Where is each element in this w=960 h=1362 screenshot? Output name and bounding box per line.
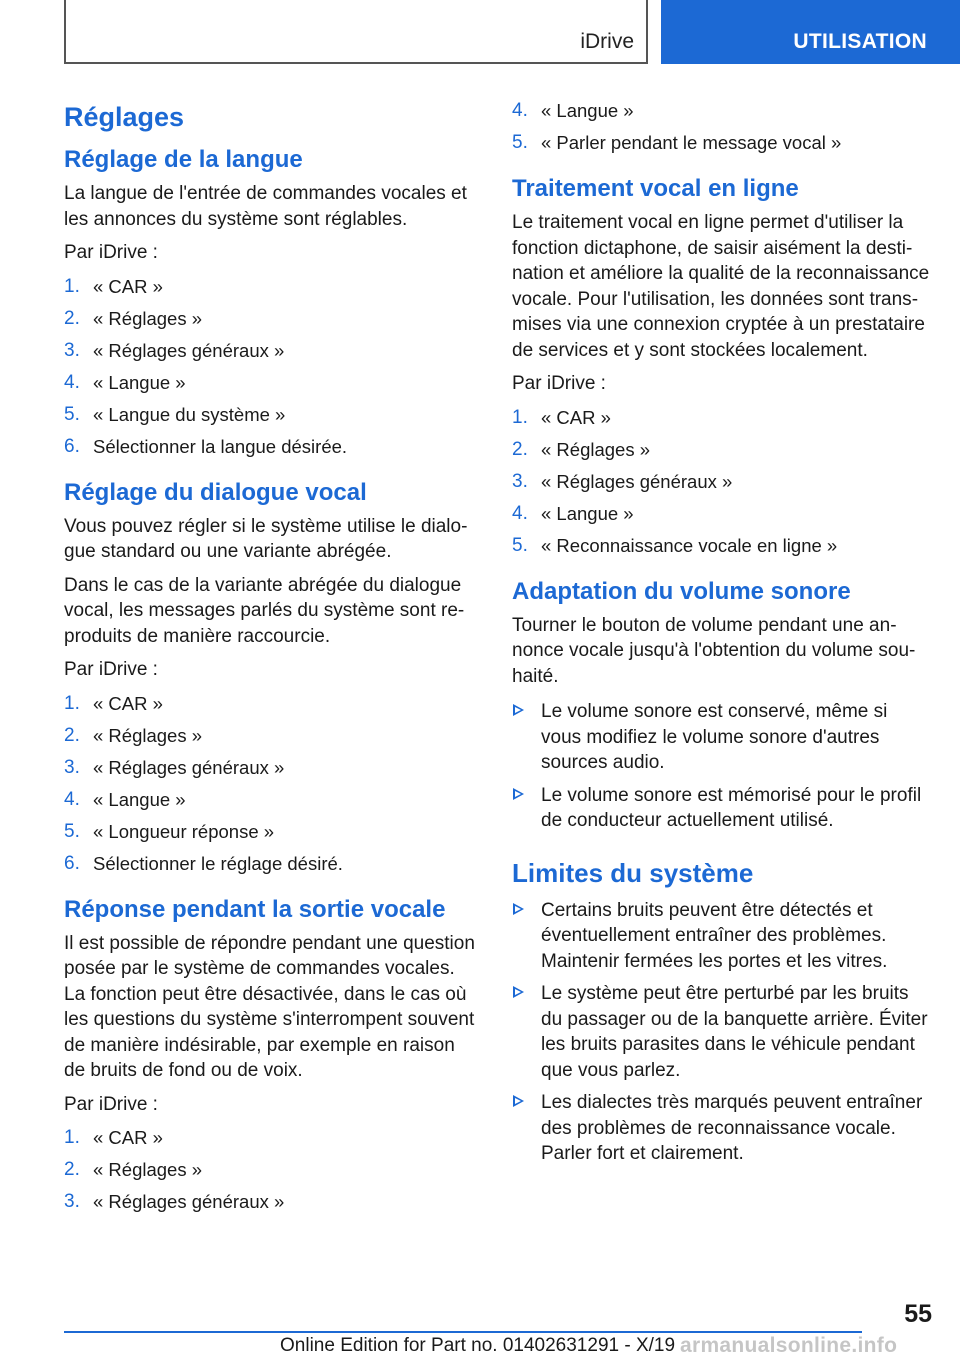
step-number: 1.	[64, 1127, 80, 1148]
step-text: « Langue du système »	[93, 403, 286, 425]
step-number: 4.	[64, 788, 80, 810]
list-item	[64, 372, 480, 394]
step-number: 2.	[64, 724, 80, 746]
step-text: « Réglages généraux »	[93, 1191, 285, 1212]
right-column	[512, 100, 932, 1174]
list-item	[64, 789, 480, 811]
list-item	[512, 535, 932, 557]
bullet-text: Le volume sonore est mémorisé pour le profil de conducteur actuellement utilisé.	[541, 784, 922, 831]
step-number: 3.	[512, 470, 528, 492]
step-text: « Réglages »	[93, 724, 203, 746]
list-item	[512, 439, 932, 461]
footer-edition: Online Edition for Part no. 01402631291 - X/19	[280, 1335, 676, 1356]
reply-text: Il est possible de répondre pendant une question posée par le système de commandes vocales. La fonction peut être désactivée, dans le cas où les questions du système s'interrompent souvent de manière indésirable, par exemple en raison de bruits de fond ou de voix.	[64, 932, 475, 1081]
triangle-bullet-icon	[513, 788, 524, 800]
step-number: 6.	[64, 435, 80, 457]
step-number: 4.	[512, 100, 528, 121]
list-item	[64, 853, 480, 875]
list-item	[64, 276, 480, 298]
list-item	[512, 898, 932, 975]
step-text: « Langue »	[541, 100, 634, 121]
step-text: « Longueur réponse »	[93, 820, 275, 842]
step-number: 5.	[512, 132, 528, 153]
step-number: 5.	[64, 403, 80, 425]
step-text: « Reconnaissance vocale en ligne »	[541, 534, 838, 556]
online-text: Le traitement vocal en ligne permet d'utiliser la fonction dictaphone, de saisir aisément la destination et améliore la qualité de la reconnaissance vocale. Pour l'utilisation, les données sont transmises via une connexion cryptée à un prestataire de services et y sont stockées localement.	[512, 212, 930, 361]
watermark: armanualsonline.info	[680, 1334, 898, 1357]
step-number: 5.	[64, 820, 80, 842]
step-number: 1.	[512, 406, 528, 428]
step-text: « Réglages »	[93, 1159, 203, 1180]
header-chapter-tab	[661, 0, 960, 64]
step-text: « Réglages »	[93, 307, 203, 329]
step-number: 6.	[64, 852, 80, 874]
step-text: « CAR »	[541, 406, 611, 428]
reply-steps-continued	[512, 100, 932, 154]
step-text: « Langue »	[541, 502, 634, 524]
step-number: 2.	[64, 1159, 80, 1180]
triangle-bullet-icon	[513, 704, 524, 716]
list-item	[512, 783, 932, 834]
dialog-heading: Réglage du dialogue vocal	[64, 478, 367, 506]
list-item	[64, 757, 480, 779]
step-number: 3.	[64, 756, 80, 778]
header-chapter-label: UTILISATION	[793, 30, 927, 53]
page-title: Réglages	[64, 102, 185, 132]
list-item	[512, 699, 932, 776]
list-item	[512, 981, 932, 1083]
list-item	[512, 1090, 932, 1167]
page-number: 55	[904, 1300, 932, 1328]
reply-steps	[64, 1127, 480, 1213]
list-item	[64, 308, 480, 330]
reply-via: Par iDrive :	[64, 1093, 158, 1115]
header-section-box	[64, 0, 648, 64]
step-number: 3.	[64, 339, 80, 361]
list-item	[512, 471, 932, 493]
volume-heading: Adaptation du volume sonore	[512, 577, 851, 605]
list-item	[512, 503, 932, 525]
left-column	[64, 96, 480, 1223]
online-heading: Traitement vocal en ligne	[512, 175, 799, 202]
step-number: 1.	[64, 275, 80, 297]
step-text: « CAR »	[93, 1127, 163, 1148]
list-item	[64, 821, 480, 843]
list-item	[64, 404, 480, 426]
lang-steps	[64, 276, 480, 458]
reply-heading: Réponse pendant la sortie vocale	[64, 895, 446, 923]
dialog-via: Par iDrive :	[64, 659, 158, 680]
limits-heading: Limites du système	[512, 857, 754, 888]
bullet-text: Certains bruits peuvent être détectés et éventuellement entraîner des problèmes. Maintenir fermées les portes et les vitres.	[541, 899, 888, 972]
lang-text: La langue de l'entrée de commandes vocales et les annonces du système sont réglables.	[64, 183, 467, 230]
list-item	[512, 100, 932, 122]
triangle-bullet-icon	[513, 1095, 524, 1107]
step-text: « CAR »	[93, 275, 163, 297]
step-number: 2.	[64, 307, 80, 329]
list-item	[512, 132, 932, 154]
dialog-text-1: Vous pouvez régler si le système utilise le dialogue standard ou une variante abrégée.	[64, 515, 468, 562]
header-section-label: iDrive	[580, 30, 634, 53]
step-number: 5.	[512, 534, 528, 556]
step-number: 1.	[64, 692, 80, 714]
step-text: « Langue »	[93, 371, 186, 393]
list-item	[64, 693, 480, 715]
online-via: Par iDrive :	[512, 373, 606, 394]
list-item	[64, 1191, 480, 1213]
step-number: 3.	[64, 1191, 80, 1212]
bullet-text: Les dialectes très marqués peuvent entraîner des problèmes de reconnaissance vocale. Parler fort et clairement.	[541, 1092, 923, 1164]
volume-bullets	[512, 699, 932, 834]
step-number: 4.	[64, 371, 80, 393]
bullet-text: Le volume sonore est conservé, même si vous modifiez le volume sonore d'autres sources audio.	[541, 701, 888, 773]
dialog-steps	[64, 693, 480, 875]
list-item	[64, 1159, 480, 1181]
list-item	[64, 1127, 480, 1149]
step-text: « Réglages généraux »	[541, 470, 733, 492]
list-item	[64, 725, 480, 747]
bullet-text: Le système peut être perturbé par les bruits du passager ou de la banquette arrière. Éviter les bruits parasites dans le véhicule pendant que vous parlez.	[541, 983, 928, 1081]
step-text: « Réglages »	[541, 438, 651, 460]
step-text: « Réglages généraux »	[93, 756, 285, 778]
list-item	[512, 407, 932, 429]
lang-via: Par iDrive :	[64, 242, 158, 263]
step-text: « Langue »	[93, 788, 186, 810]
volume-text: Tourner le bouton de volume pendant une annonce vocale jusqu'à l'obtention du volume souhaité.	[512, 614, 916, 687]
lang-heading: Réglage de la langue	[64, 146, 303, 173]
triangle-bullet-icon	[513, 903, 524, 915]
online-steps	[512, 407, 932, 557]
step-text: « Réglages généraux »	[93, 339, 285, 361]
list-item	[64, 340, 480, 362]
step-number: 2.	[512, 438, 528, 460]
step-text: « Parler pendant le message vocal »	[541, 132, 842, 153]
step-text: Sélectionner la langue désirée.	[93, 435, 348, 457]
list-item	[64, 436, 480, 458]
step-text: Sélectionner le réglage désiré.	[93, 852, 343, 874]
step-text: « CAR »	[93, 692, 163, 714]
step-number: 4.	[512, 502, 528, 524]
footer-divider	[64, 1331, 862, 1333]
triangle-bullet-icon	[513, 986, 524, 998]
dialog-text-2: Dans le cas de la variante abrégée du dialogue vocal, les messages parlés du système sont reproduits de manière raccourcie.	[64, 574, 465, 647]
limits-bullets	[512, 898, 932, 1167]
